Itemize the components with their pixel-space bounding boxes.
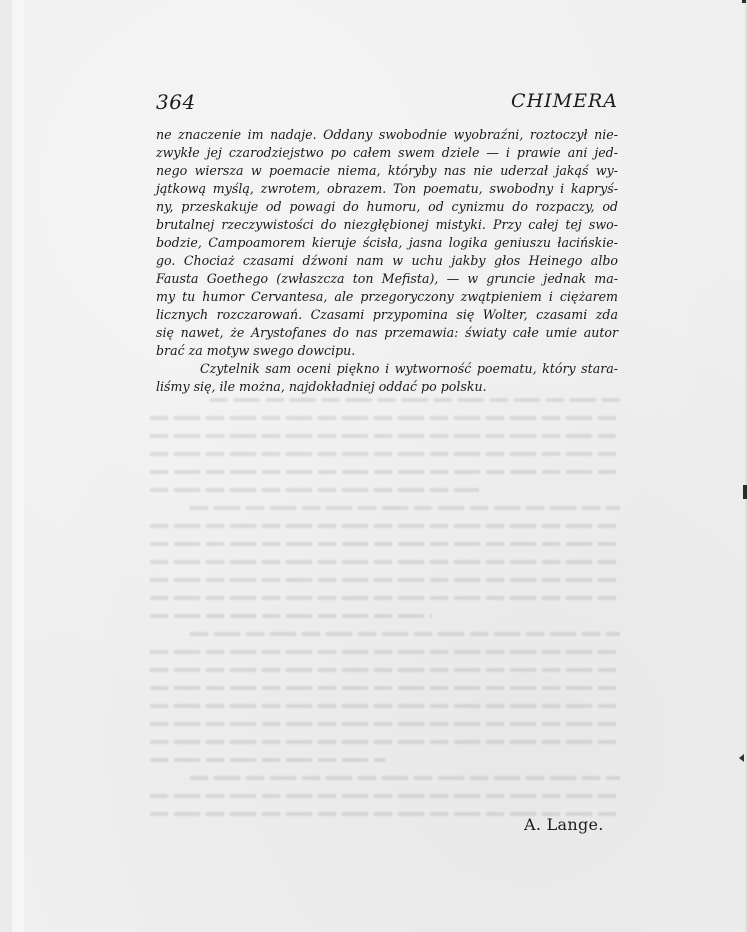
ghost-line — [150, 560, 620, 564]
text-line: Fausta Goethego (zwłaszcza ton Mefista), — w gruncie jednak ma- — [156, 271, 618, 286]
ghost-line — [150, 740, 620, 744]
ghost-line — [150, 722, 620, 726]
ghost-line — [150, 596, 620, 600]
ghost-line — [190, 776, 620, 780]
body-text — [156, 126, 618, 396]
text-line: go. Chociaż czasami dźwoni nam w uchu jakby głos Heinego albo — [156, 253, 618, 268]
text-line-paragraph-start: Czytelnik sam oceni piękno i wytworność poematu, który stara- — [200, 361, 618, 376]
ghost-line — [150, 614, 432, 618]
text-line: nego wiersza w poemacie niema, któryby nas nie uderzał jakąś wy- — [156, 163, 618, 178]
text-line: się nawet, że Arystofanes do nas przemawia: światy całe umie autor — [156, 325, 618, 340]
page-left-margin-strip — [12, 0, 24, 932]
edge-mark-middle — [743, 485, 747, 499]
author-signature: A. Lange. — [524, 815, 604, 834]
edge-mark-lower — [739, 754, 744, 762]
ghost-line — [150, 794, 620, 798]
ghost-line — [150, 578, 620, 582]
edge-mark-top — [742, 0, 746, 3]
ghost-line — [150, 668, 620, 672]
ghost-line — [190, 506, 620, 510]
ghost-line — [150, 758, 385, 762]
ghost-line — [150, 650, 620, 654]
ghost-line — [150, 416, 620, 420]
text-line-paragraph-end: liśmy się, ile można, najdokładniej oddać po polsku. — [156, 379, 487, 394]
ghost-line — [150, 686, 620, 690]
ghost-line — [190, 632, 620, 636]
ghost-line — [150, 524, 620, 528]
text-line: licznych rozczarowań. Czasami przypomina się Wolter, czasami zda — [156, 307, 618, 322]
text-line: ny, przeskakuje od powagi do humoru, od cynizmu do rozpaczy, od — [156, 199, 618, 214]
ghost-line — [150, 704, 620, 708]
ghost-line — [150, 434, 620, 438]
ghost-line — [150, 542, 620, 546]
reverse-page-show-through — [150, 398, 620, 848]
ghost-line — [210, 398, 620, 402]
ghost-line — [150, 470, 620, 474]
page-number: 364 — [156, 90, 196, 114]
text-line-paragraph-end: brać za motyw swego dowcipu. — [156, 343, 356, 358]
text-line: brutalnej rzeczywistości do niezgłębionej mistyki. Przy całej tej swo- — [156, 217, 618, 232]
text-line: bodzie, Campoamorem kieruje ścisła, jasna logika geniuszu łacińskie- — [156, 235, 618, 250]
running-title: CHIMERA — [511, 90, 618, 112]
text-line: ne znaczenie im nadaje. Oddany swobodnie wyobraźni, roztoczył nie- — [156, 127, 618, 142]
text-line: jątkową myślą, zwrotem, obrazem. Ton poematu, swobodny i kapryś- — [156, 181, 618, 196]
text-line: my tu humor Cervantesa, ale przegoryczony zwątpieniem i ciężarem — [156, 289, 618, 304]
text-line: zwykłe jej czarodziejstwo po całem swem dziele — i prawie ani jed- — [156, 145, 618, 160]
ghost-line — [150, 488, 479, 492]
page-header — [156, 86, 618, 116]
ghost-line — [150, 452, 620, 456]
